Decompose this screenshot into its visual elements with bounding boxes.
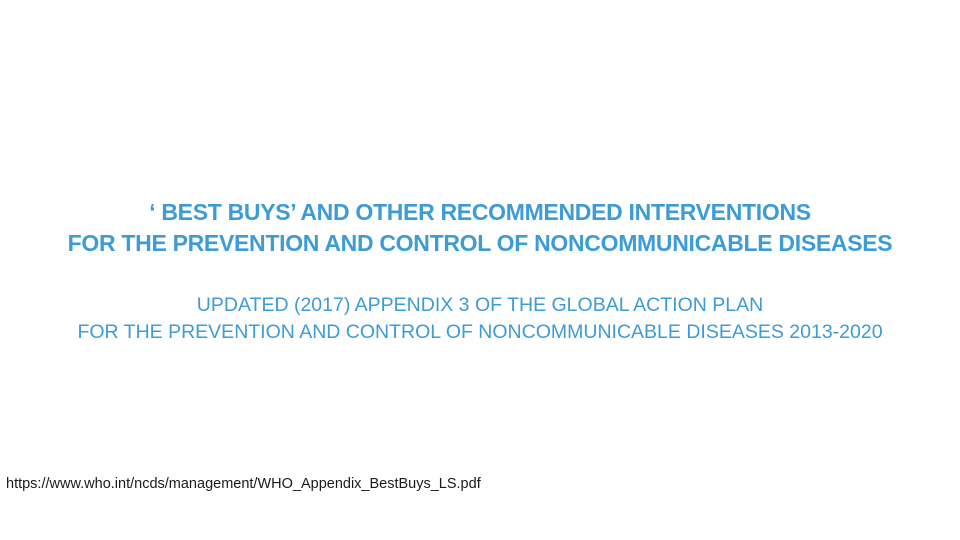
document-subtitle: [0, 292, 960, 346]
subtitle-line-2: FOR THE PREVENTION AND CONTROL OF NONCOMMUNICABLE DISEASES 2013-2020: [77, 321, 883, 343]
subtitle-line-1: UPDATED (2017) APPENDIX 3 OF THE GLOBAL ACTION PLAN: [196, 294, 764, 316]
document-title: [0, 197, 960, 259]
title-line-2: FOR THE PREVENTION AND CONTROL OF NONCOMMUNICABLE DISEASES: [67, 230, 893, 256]
title-line-1: ‘ BEST BUYS’ AND OTHER RECOMMENDED INTERVENTIONS: [149, 199, 811, 225]
source-url-link[interactable]: https://www.who.int/ncds/management/WHO_Appendix_BestBuys_LS.pdf: [6, 476, 481, 492]
